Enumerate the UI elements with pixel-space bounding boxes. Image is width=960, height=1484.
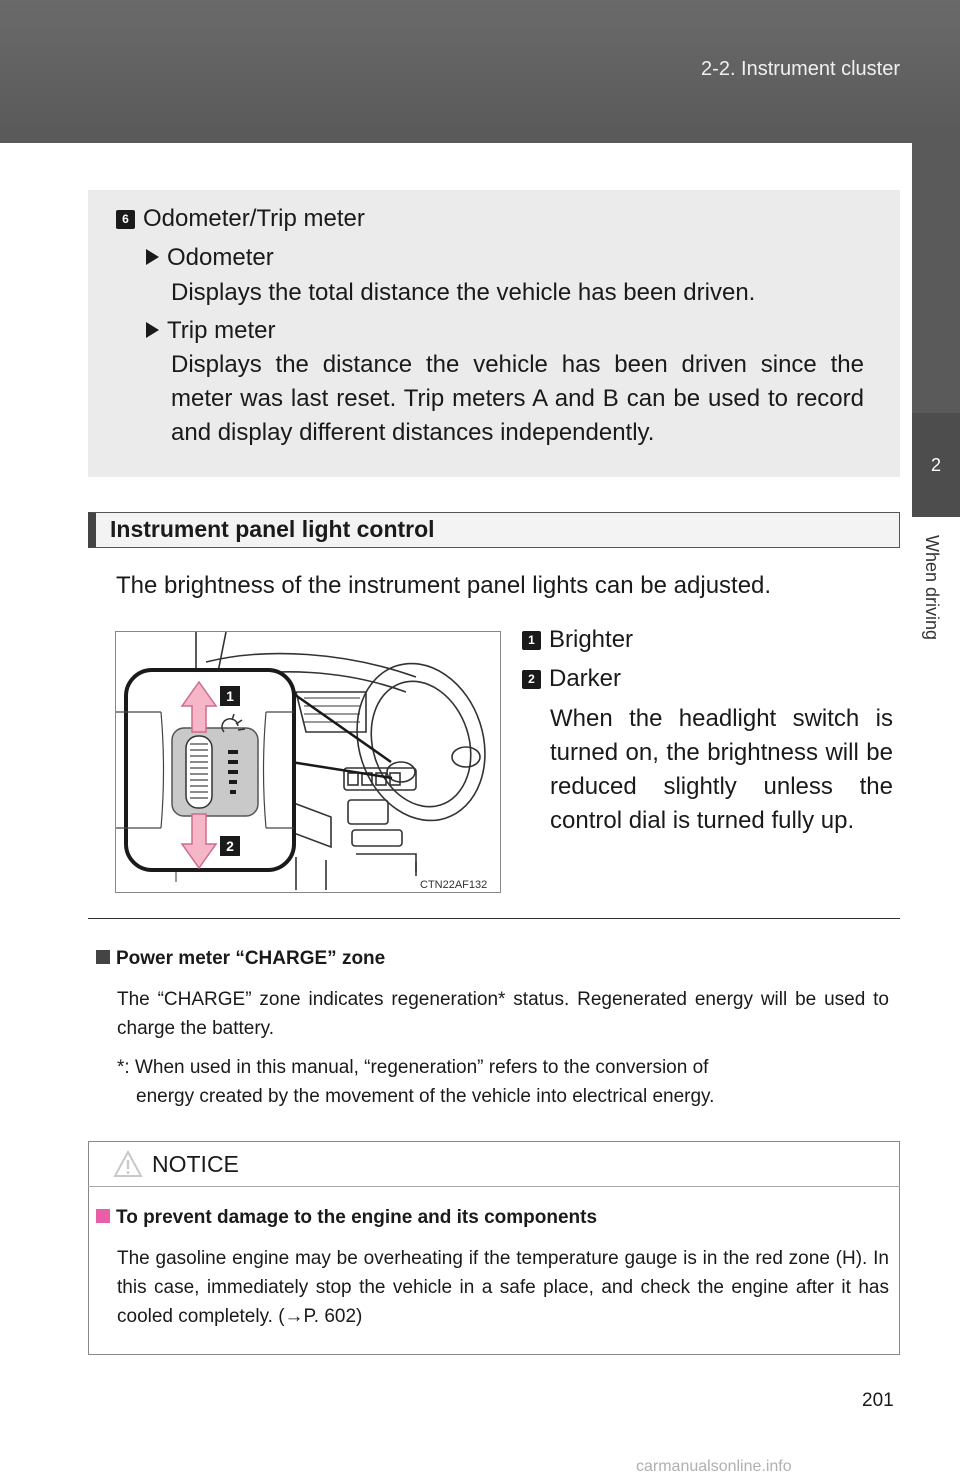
legend-1-text: Brighter [549,626,634,653]
divider [88,918,900,919]
trip-meter-label: Trip meter [167,317,276,344]
odometer-description: Displays the total distance the vehicle has been driven. [171,279,756,306]
item-6-title [116,205,365,233]
section-title: 2-2. Instrument cluster [701,58,900,80]
notice-separator [88,1186,900,1187]
notice-title: NOTICE [152,1151,239,1177]
notice-heading [96,1207,597,1229]
legend-darker [522,665,621,693]
info-text: The “CHARGE” zone indicates regeneration* status. Regenerated energy will be used to charge the battery. [117,989,889,1039]
callout-2: 2 [226,838,234,854]
legend-brighter [522,626,633,654]
section-heading: Instrument panel light control [110,516,435,542]
odometer-subheading [146,244,274,272]
side-tab-number[interactable]: 2 [912,413,960,517]
notice-heading-text: To prevent damage to the engine and its components [116,1207,598,1228]
legend-2-marker: 2 [522,670,541,689]
footnote-line-1: *: When used in this manual, “regeneration” refers to the conversion of [117,1057,709,1078]
callout-1: 1 [226,688,234,704]
legend-2-text: Darker [549,665,622,692]
odometer-label: Odometer [167,244,274,271]
legend-1-marker: 1 [522,631,541,650]
pink-square-bullet-icon [96,1209,110,1223]
item-6-marker: 6 [116,210,135,229]
panel-light-intro: The brightness of the instrument panel lights can be adjusted. [116,572,772,599]
warning-triangle-icon [113,1150,143,1178]
side-tab-label: When driving [922,535,942,641]
page-number: 201 [862,1390,894,1411]
trip-meter-description: Displays the distance the vehicle has been driven since the meter was last reset. Trip meters A and B can be used to record and display different distances independently. [171,351,864,446]
item-6-title-text: Odometer/Trip meter [143,205,365,232]
dashboard-drawing [116,632,500,892]
diagram-code: CTN22AF132 [420,879,488,891]
triangle-bullet-icon [146,322,159,338]
info-footnote [117,1053,889,1111]
notice-text: The gasoline engine may be overheating if the temperature gauge is in the red zone (H). In this case, immediately stop the vehicle in a safe place, and check the engine after it has cooled completely. (→P. 602) [117,1248,889,1327]
watermark[interactable]: carmanualsonline.info [636,1458,792,1475]
dial-illustration [115,631,501,893]
square-bullet-icon [96,950,110,964]
trip-meter-subheading [146,317,275,345]
info-heading-text: Power meter “CHARGE” zone [116,948,386,969]
side-tab-top [912,143,960,413]
triangle-bullet-icon [146,249,159,265]
headlight-note: When the headlight switch is turned on, the brightness will be reduced slightly unless the control dial is turned fully up. [550,705,893,834]
info-heading [96,948,385,970]
footnote-line-2: energy created by the movement of the vehicle into electrical energy. [136,1086,715,1107]
